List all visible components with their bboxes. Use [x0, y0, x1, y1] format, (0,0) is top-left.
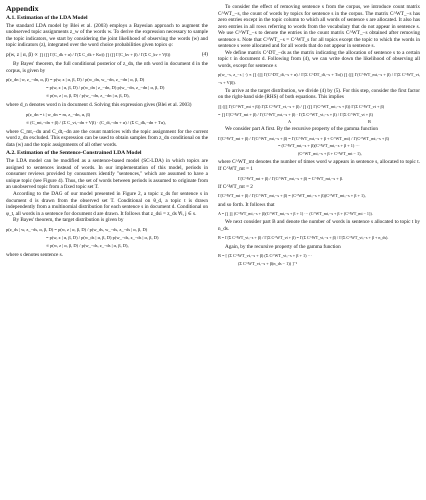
equation-line: (Σ C^WT_vt,−s + β(n_ds − 1)) ]⁻¹: [238, 260, 298, 266]
paragraph: To consider the effect of removing sentence s from the corpus, we introduce count matrix C^WT_−s, the count of words by topics for sentence s in the corpus. The matrix C^WT_−s has zero entries except in the topic column to which all words of sentence s are allocated. It also has zero entries in all rows referring to words from the vocabulary that do not appear in sentence s. We use C^WT_−s to denote the entries in the count matrix C^WT_−s obtained after removing sentence s. Note that C^WT_−s = C^WT_s for all topics except the topic to which the words in sentence s were allocated and for all words that do not appear in sentence s.: [218, 4, 420, 50]
brace-labels: [218, 118, 420, 124]
paragraph: By Bayes' theorem, the target distribution is given by: [13, 217, 124, 224]
equation-9: [218, 103, 420, 124]
equation-line: B = Γ(Σ C^WT_vt,−s + β) / Γ(Σ C^WT_vt + β) = Γ(Σ C^WT_vt,−s + β) / Γ(Σ C^WT_vt,−s + β + n_ds).: [218, 235, 389, 241]
brace-label-b: B: [368, 119, 371, 125]
equation-10: [218, 135, 420, 158]
paragraph: where C_mt,−dn and C_dt,−dn are the count matrices with the topic assignment for the current word z_dn excluded. This expression can be used to obtain samples from z_dn conditional on the data (w) and the topic assignments of all other words.: [6, 128, 208, 148]
equation-line: Γ(C^WT_mt + β) / Γ(C^WT_mt,−s + β) = Γ(C^WT_mt,−s + β + C^WT_mt) / Γ(C^WT_mt,−s + β): [218, 135, 389, 141]
equation-line: p(z_dn | w, z_−dn, α, β) = p(w, z | α, β, D) / p(w_dn, w_−dn, z_−dn | α, β, D): [6, 77, 145, 83]
equation-text: ∏ (∏ Γ(C_dk + α) / Γ(Σ C_dk + Kα)) ∏ (∏ Γ(C_kv + β) / Γ(Σ C_kv + Vβ)): [39, 51, 171, 57]
equation-12: [218, 192, 420, 199]
paragraph: Again, by the recursive property of the gamma function: [225, 243, 341, 250]
equation-text: p(w, z | α, β) ∝: [6, 51, 38, 58]
equation-15: [218, 252, 420, 267]
left-column: [6, 4, 208, 258]
equation-line: = p(w, z | α, β, D) / p(w_dn | z_−dn, D) p(w_−dn, z_−dn | α, β, D): [46, 85, 165, 91]
equation-line: = ∏ Γ(C^WT_mt + β) / Γ(C^WT_mt,−s + β) · Γ(Σ C^WT_vt,−s + β) / Γ(Σ C^WT_vt + β): [218, 111, 373, 117]
equation-line: = (C^WT_mt,−s + β)(C^WT_mt,−s + β + 1) ···: [278, 143, 360, 149]
equation-line: = p(w, z | α, β, D) / p(w_ds | α, β, D) p(w_−ds, z_−ds | α, β, D): [46, 234, 159, 240]
equation-line: ∏ (∏ Γ(C^WT_mt + β)) Γ(Σ C^WT_vt,−s + β) / ∏ (∏ Γ(C^WT_mt,−s + β)) Γ(Σ C^WT_vt + β): [218, 103, 385, 109]
equation-8: [218, 71, 420, 85]
paragraph: According to the DAG of our model presented in Figure 2, a topic z_ds for sentence s in document d is drawn from the observed set T. Conditional on θ_d, a topic t is drawn independently from a multinomial distribution for each sentence s in document d. Conditional on φ_t, all words in a sentence for document d are drawn. It follows that z_dsi = z_ds ∀i, j ∈ s.: [6, 191, 208, 217]
equation-line: (C^WT_mt,−s + β + C^WT_mt − 1),: [298, 150, 362, 156]
equation-line: B = [ (Σ C^WT_vt,−s + β) (Σ C^WT_vt,−s + β + 1) ···: [218, 253, 312, 259]
equation-13: [218, 210, 420, 217]
brace-label-a: A: [288, 119, 292, 125]
equation-line: Γ(C^WT_mt + β) / Γ(C^WT_mt,−s + β) = C^WT_mt,−s + β.: [238, 175, 344, 181]
right-column: [218, 4, 420, 269]
equation-line: p(z_dn = t | w_dn = m, z_−dn, α, β): [26, 111, 91, 117]
paragraph: If C^WT_mt = 2: [218, 183, 253, 190]
paragraph: We define matrix C^DT_−ds as the matrix indicating the allocation of sentence s to a certain topic t in document d. Following from (4), we can write down the likelihood of observing all words, except for sentence s: [218, 49, 420, 69]
equation-line: p(w_−s, z_−s | ·) ∝ ∏ (∏ Γ(C^DT_dt,−s + α) / Γ(Σ C^DT_dt,−s + Tα)) ∏ (∏ Γ(C^WT_mt,−s + β) / Γ(Σ C^WT_vt,−s + Vβ)).: [218, 72, 420, 85]
equation-line: A = ∏ ∏ (C^WT_mt,−s + β)(C^WT_mt,−s + β + 1) ··· (C^WT_mt,−s + β + (C^WT_mt − 1)).: [218, 211, 373, 217]
paragraph: where C^WT_mt denotes the number of times word w appears in sentence s, allocated to topic t. If C^WT_mt = 1: [218, 159, 420, 173]
equation-line: Γ(C^WT_mt + β) / Γ(C^WT_mt,−s + β) = (C^WT_mt,−s + β)(C^WT_mt,−s + β + 1),: [218, 193, 366, 199]
section-heading-a2: A.2. Estimation of the Sentence-Constrained LDA Model: [6, 150, 142, 157]
equation-5: [6, 76, 208, 100]
paragraph: We next consider part B and denote the number of words in sentence s allocated to topic t by n_ds.: [218, 219, 420, 232]
paragraph: To arrive at the target distribution, we divide (4) by (5). For this step, consider the first factor on the right-hand side (RHS) of both equations. This implies: [218, 87, 420, 101]
paragraph: and so forth. It follows that: [218, 201, 275, 208]
equation-line: ∝ p(w, z | α, β, D) / p(w_−ds, z_−ds | α, β, D),: [46, 242, 129, 248]
equation-line: ∝ (C_mt,−dn + β) / (Σ C_vt,−dn + Vβ) · (C_dt,−dn + α) / (Σ C_dk,−dn + Tα),: [26, 119, 166, 125]
equation-6: [6, 111, 208, 127]
equation-number: (4): [201, 51, 208, 58]
appendix-heading: Appendix: [6, 4, 39, 13]
paragraph: where s denotes sentence s.: [6, 251, 63, 258]
paragraph: where d_n denotes word n in document d. Solving this expression gives (Blei et al. 2003): [6, 102, 192, 109]
equation-line: ∝ p(w, z | α, β, D) / p(w_−dn, z_−dn | α, β, D),: [46, 93, 130, 99]
equation-line: p(z_ds | w, z_−ds, α, β, D) = p(w, z | α, β, D) / p(w_ds, w_−ds, z_−ds | α, β, D): [6, 226, 148, 232]
equation-7: [6, 226, 208, 250]
paragraph: The LDA model can be modified as a sentence-based model (SC-LDA) in which topics are assigned to sentences instead of words. In our implementation of this model, periods in consumer reviews provided by consumers identify "sentences," which are assumed to have a unique topic (see Figure 4). Thus, the set of words between periods is assumed to originate from an unobserved topic from a fixed topic set T.: [6, 158, 208, 191]
equation-4: [6, 51, 208, 59]
paragraph: We consider part A first. By the recursive property of the gamma function: [225, 126, 378, 133]
section-heading-a1: A.1. Estimation of the LDA Model: [6, 15, 88, 21]
equation-14: [218, 234, 420, 241]
paragraph: The standard LDA model by Blei et al. (2003) employs a Bayesian approach to augment the unobserved topic assignments z_w of the words w. To derive the expression necessary to sample the topic indicators, we start by considering the joint likelihood of observing the words (w) and topic indicators (z), integrated over the word choice probabilities given topics φ:: [6, 22, 208, 49]
paragraph: By Bayes' theorem, the full conditional posterior of z_dn, the nth word in document d in the corpus, is given by: [6, 61, 208, 74]
equation-11: [218, 175, 420, 182]
